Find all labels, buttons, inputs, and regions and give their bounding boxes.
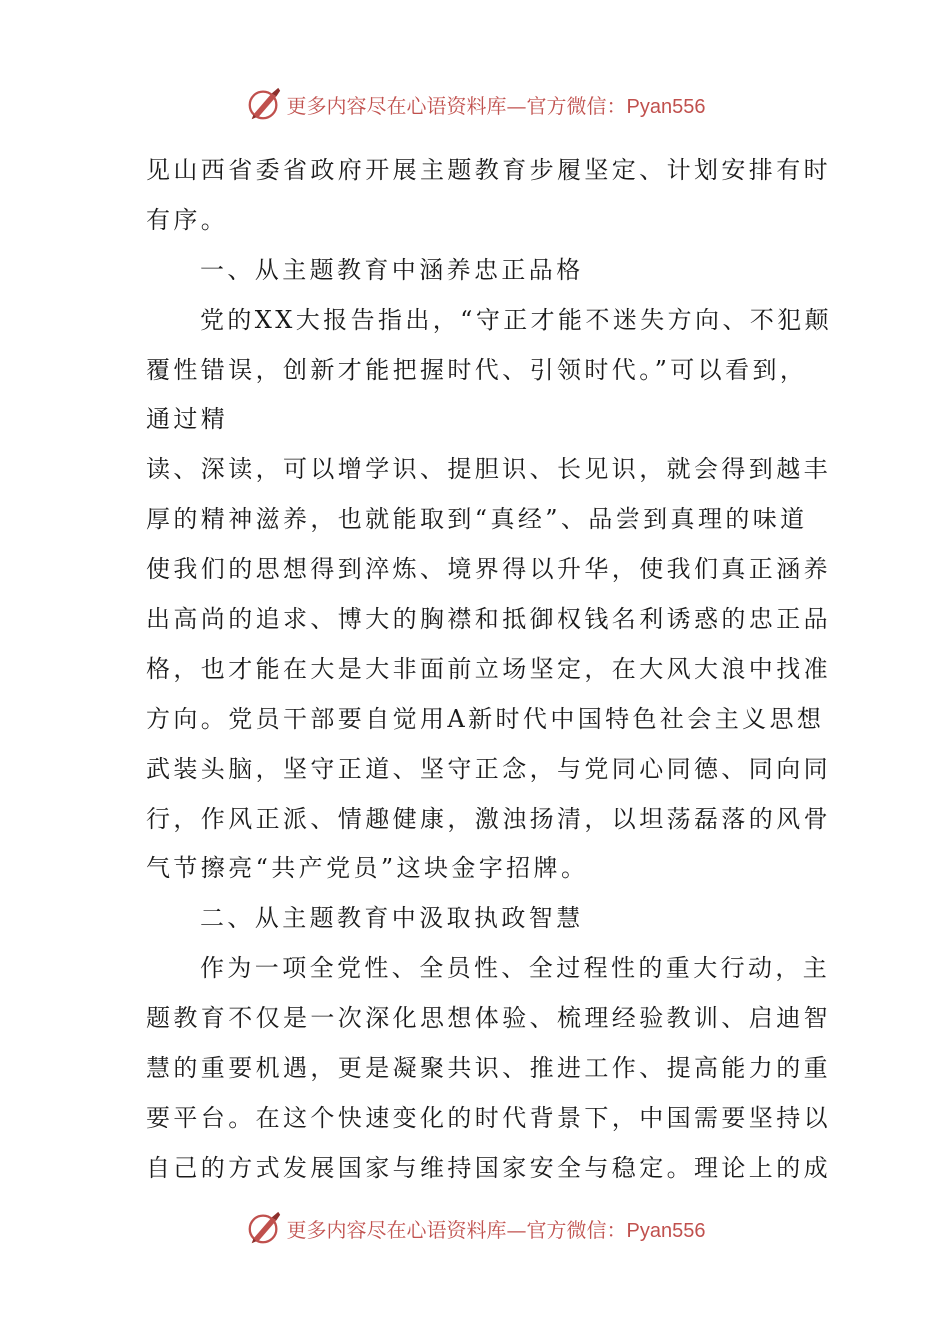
text-line: 要平台。在这个快速变化的时代背景下，中国需要坚持以 — [146, 1103, 831, 1132]
text-line: 慧的重要机遇，更是凝聚共识、推进工作、提高能力的重 — [146, 1054, 831, 1083]
text-line: 通过精 — [146, 405, 229, 434]
text-line: 使我们的思想得到淬炼、境界得以升华，使我们真正涵养 — [146, 555, 831, 584]
text-line: 格，也才能在大是大非面前立场坚定，在大风大浪中找准 — [146, 654, 831, 683]
document-body — [146, 146, 833, 1194]
text-line: 武装头脑，坚守正道、坚守正念，与党同心同德、同向同 — [146, 754, 831, 783]
text-line: 行，作风正派、情趣健康，激浊扬清，以坦荡磊落的风骨 — [146, 804, 831, 833]
text-line: 有序。 — [146, 205, 229, 234]
pen-logo-icon — [245, 1209, 283, 1247]
text-line: 读、深读，可以增学识、提胆识、长见识，就会得到越丰 — [146, 455, 831, 484]
footer-watermark — [0, 1206, 950, 1250]
header-watermark — [0, 82, 950, 126]
footer-wechat-handle: Pyan556 — [626, 1219, 706, 1242]
text-line: 题教育不仅是一次深化思想体验、梳理经验教训、启迪智 — [146, 1004, 831, 1033]
text-line: 方向。党员干部要自觉用A新时代中国特色社会主义思想 — [146, 704, 825, 733]
text-line: 出高尚的追求、博大的胸襟和抵御权钱名利诱惑的忠正品 — [146, 605, 831, 634]
footer-watermark-text: 更多内容尽在心语资料库—官方微信：Pyan556 — [286, 1217, 706, 1242]
pen-logo-icon — [245, 85, 283, 123]
text-line: 覆性错误，创新才能把握时代、引领时代。”可以看到， — [146, 355, 808, 384]
header-wechat-handle: Pyan556 — [626, 95, 706, 118]
text-line: 自己的方式发展国家与维持国家安全与稳定。理论上的成 — [146, 1153, 831, 1182]
text-line: 气节擦亮“共产党员”这块金字招牌。 — [146, 854, 589, 883]
text-line: 见山西省委省政府开展主题教育步履坚定、计划安排有时 — [146, 156, 831, 184]
text-line: 作为一项全党性、全员性、全过程性的重大行动，主 — [200, 954, 831, 983]
text-line: 二、从主题教育中汲取执政智慧 — [200, 904, 584, 933]
text-line: 一、从主题教育中涵养忠正品格 — [200, 255, 584, 284]
text-line: 厚的精神滋养，也就能取到“真经”、品尝到真理的味道 — [146, 505, 808, 534]
header-watermark-text: 更多内容尽在心语资料库—官方微信：Pyan556 — [286, 93, 706, 118]
text-line: 党的XX大报告指出，“守正才能不迷失方向、不犯颠 — [200, 305, 833, 334]
